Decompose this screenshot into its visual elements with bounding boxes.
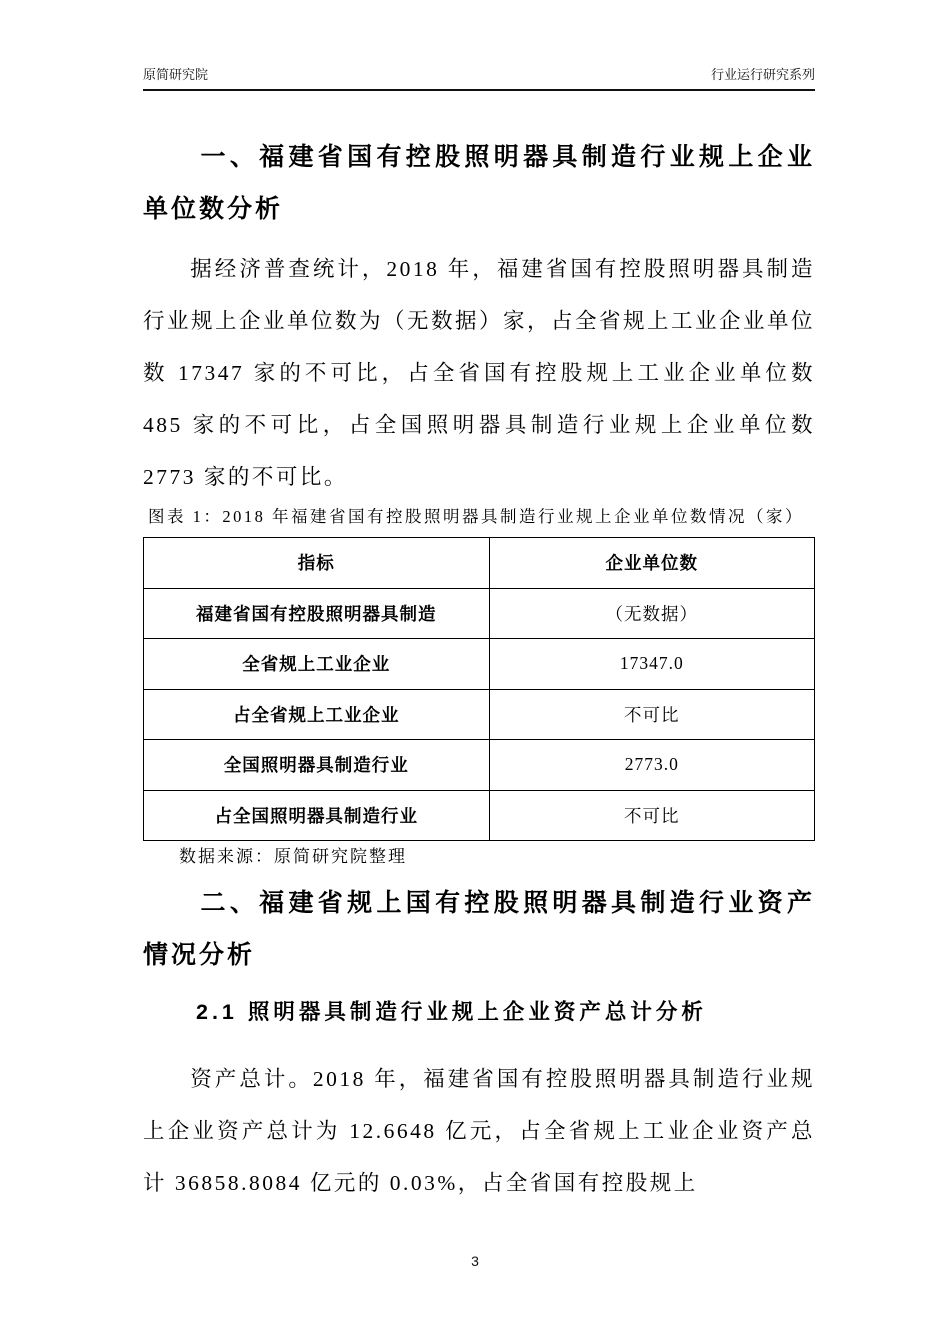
row-value: 不可比 — [489, 790, 814, 841]
header-right-label: 行业运行研究系列 — [710, 67, 815, 82]
table-row — [144, 639, 815, 690]
row-value: 2773.0 — [489, 740, 814, 791]
row-value: 不可比 — [489, 689, 814, 740]
header-left-label: 原简研究院 — [143, 67, 209, 82]
section-1-paragraph: 据经济普查统计，2018 年，福建省国有控股照明器具制造行业规上企业单位数为（无数据）家，占全省规上工业企业单位数 17347 家的不可比，占全省国有控股规上工业企业单位数 485 家的不可比，占全国照明器具制造行业规上企业单位数 2773 家的不可比。 — [143, 257, 816, 489]
table-row — [144, 689, 815, 740]
table-header-indicator: 指标 — [144, 538, 490, 589]
data-source-note: 数据来源：原简研究院整理 — [179, 847, 407, 866]
table-row — [144, 740, 815, 791]
section-2-paragraph: 资产总计。2018 年，福建省国有控股照明器具制造行业规上企业资产总计为 12.6648 亿元，占全省规上工业企业资产总计 36858.8084 亿元的 0.03%，占全省国有控股规上 — [143, 1067, 815, 1195]
units-table — [143, 537, 815, 841]
section-2-heading: 二、福建省规上国有控股照明器具制造行业资产情况分析 — [143, 889, 815, 969]
header-rule — [143, 89, 815, 91]
running-header — [143, 66, 815, 84]
table-row — [144, 790, 815, 841]
row-value: 17347.0 — [489, 639, 814, 690]
row-indicator: 占全国照明器具制造行业 — [144, 790, 490, 841]
row-indicator: 占全省规上工业企业 — [144, 689, 490, 740]
table-row — [144, 588, 815, 639]
figure-1-caption: 图表 1：2018 年福建省国有控股照明器具制造行业规上企业单位数情况（家） — [148, 507, 804, 526]
row-value: （无数据） — [489, 588, 814, 639]
row-indicator: 全省规上工业企业 — [144, 639, 490, 690]
row-indicator: 福建省国有控股照明器具制造 — [144, 588, 490, 639]
table-header-units: 企业单位数 — [489, 538, 814, 589]
row-indicator: 全国照明器具制造行业 — [144, 740, 490, 791]
section-1-heading: 一、福建省国有控股照明器具制造行业规上企业单位数分析 — [143, 143, 815, 223]
section-2-1-subheading: 2.1 照明器具制造行业规上企业资产总计分析 — [196, 1000, 707, 1024]
page-number: 3 — [471, 1253, 479, 1269]
table-header-row — [144, 538, 815, 589]
